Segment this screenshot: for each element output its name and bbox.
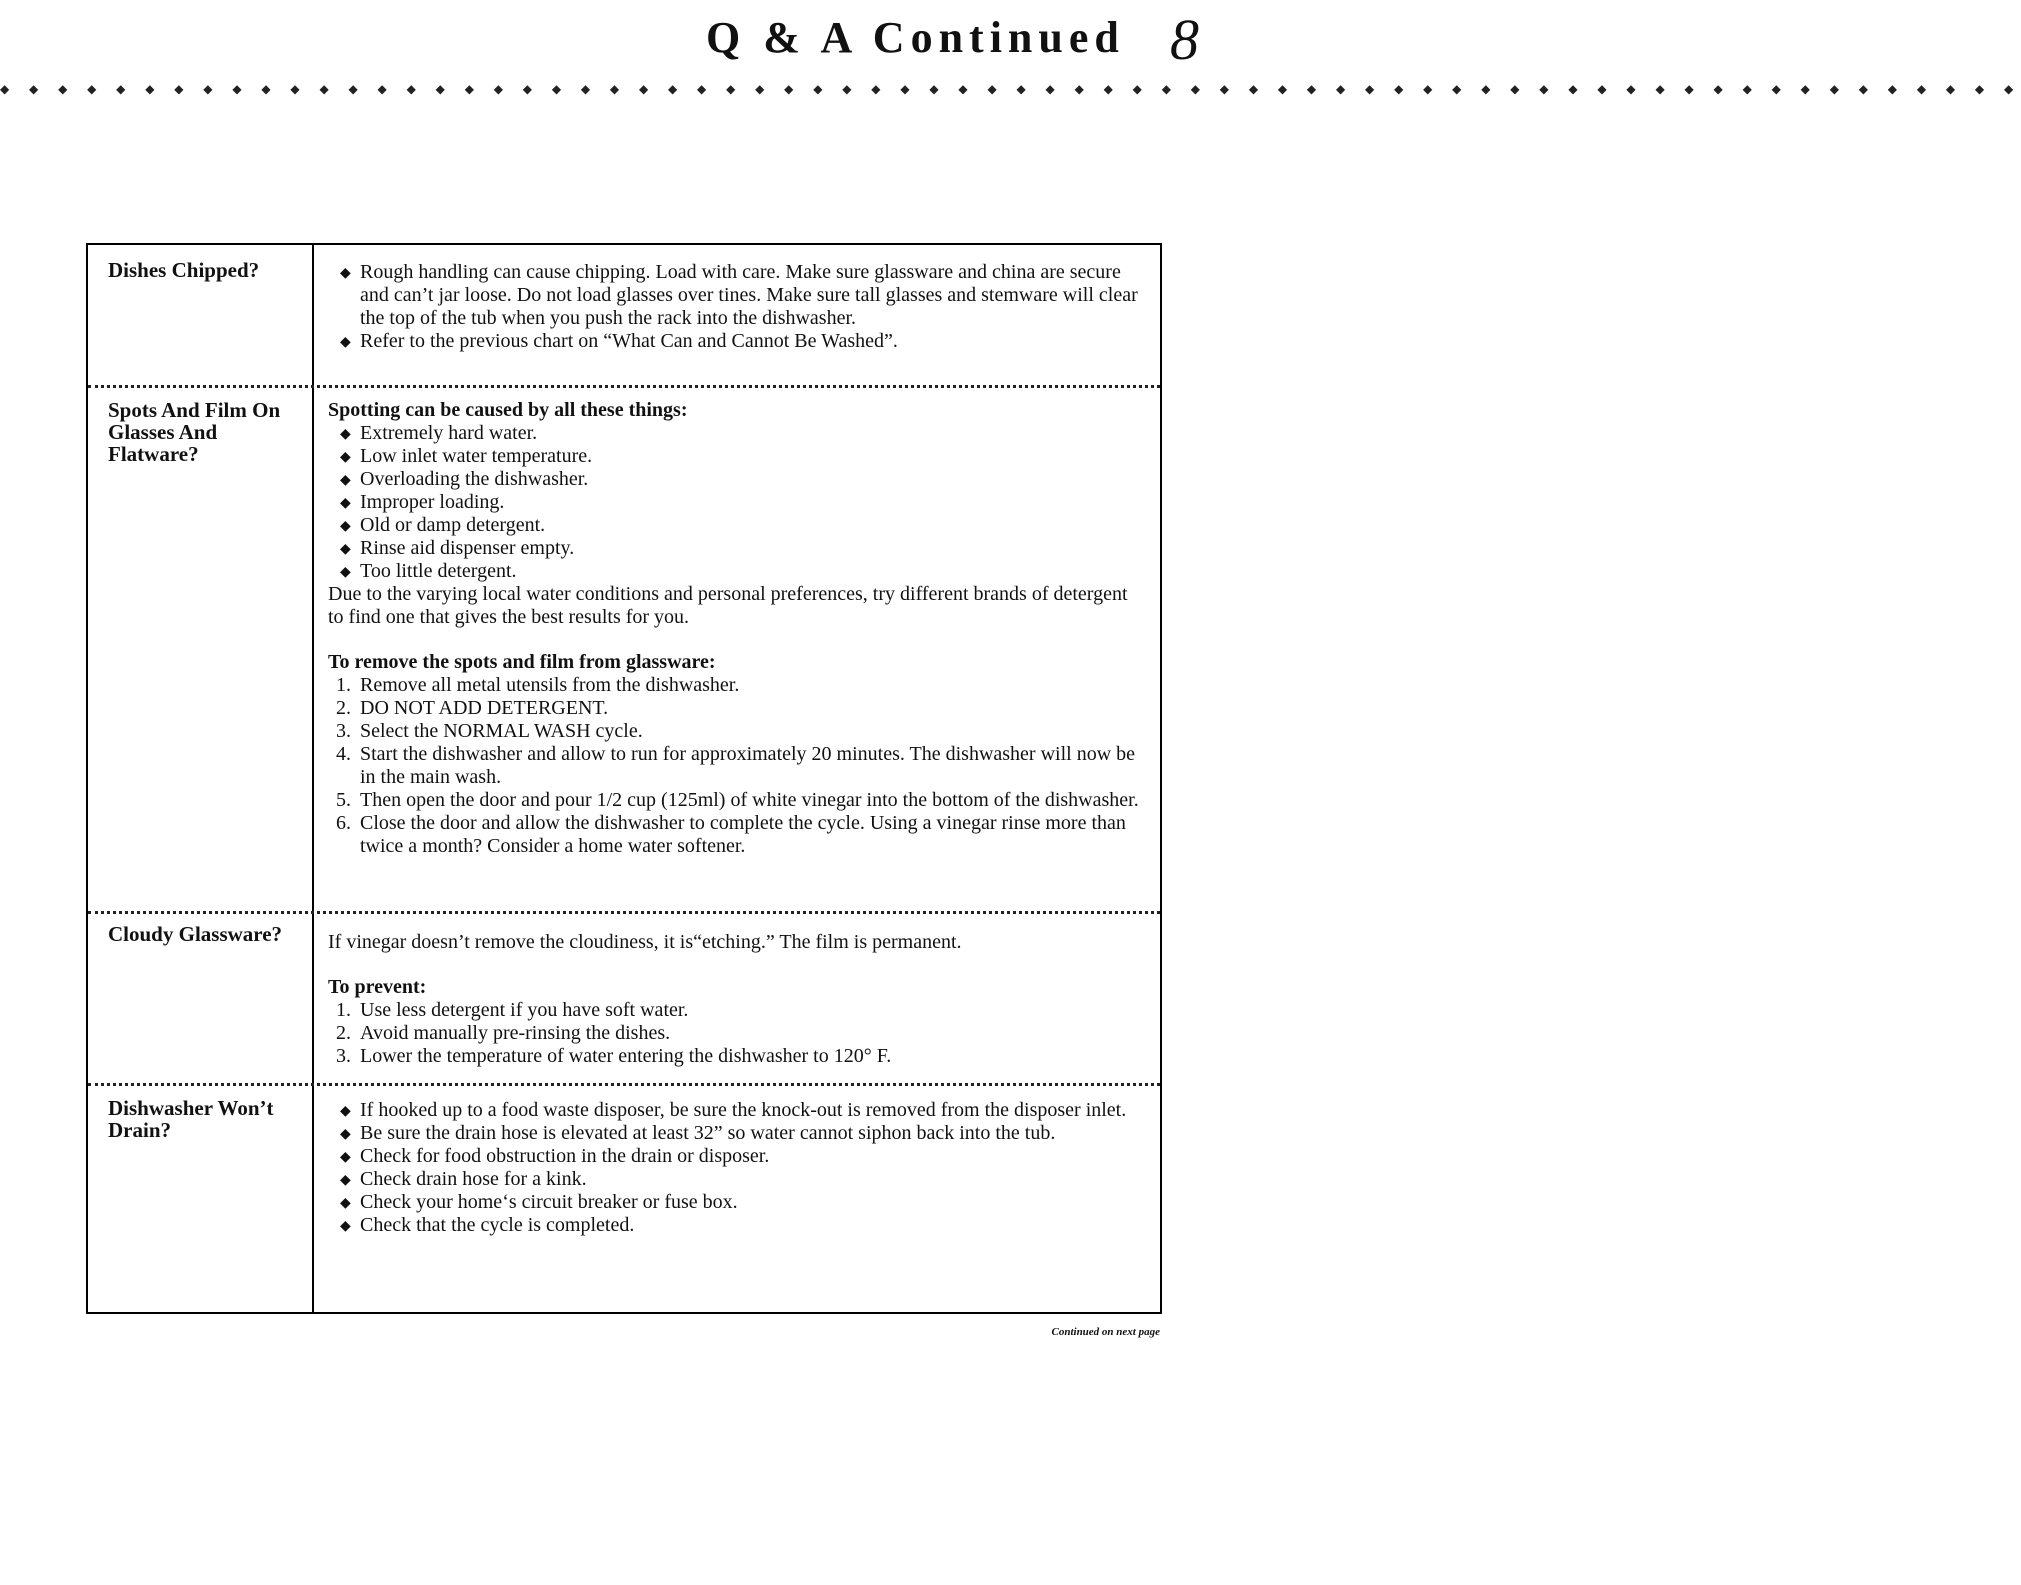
question-spots-and-film: Spots And Film On Glasses And Flatware?: [108, 398, 281, 466]
section-lead: To remove the spots and film from glassware:: [328, 651, 716, 673]
page-number: 8: [1170, 7, 1199, 72]
diamond-bullet-icon: ◆: [340, 1195, 351, 1211]
list-item: 1. Use less detergent if you have soft water.: [336, 999, 689, 1021]
list-item: 3. Select the NORMAL WASH cycle.: [336, 720, 643, 742]
header-title: Q & A Continued: [706, 13, 1125, 62]
answer-cloudy-glassware: [328, 931, 1148, 1068]
row-separator: [88, 385, 1160, 388]
column-divider: [312, 245, 314, 1312]
row-separator: [88, 911, 1160, 914]
answer-wont-drain: [328, 1099, 1148, 1237]
list-item: ◆ Check your home‘s circuit breaker or fuse box.: [340, 1191, 738, 1213]
answer-dishes-chipped: [328, 261, 1148, 353]
diamond-bullet-icon: ◆: [340, 1126, 351, 1142]
diamond-bullet-icon: ◆: [340, 449, 351, 465]
section-lead: To prevent:: [328, 976, 427, 998]
list-item: 2. DO NOT ADD DETERGENT.: [336, 697, 609, 719]
paragraph: If vinegar doesn’t remove the cloudiness, it is“etching.” The film is permanent.: [328, 931, 962, 953]
question-wont-drain: Dishwasher Won’t Drain?: [108, 1096, 274, 1142]
list-item: ◆ Rinse aid dispenser empty.: [340, 537, 575, 559]
row-separator: [88, 1083, 1160, 1086]
diamond-bullet-icon: ◆: [340, 265, 351, 281]
diamond-bullet-icon: ◆: [340, 426, 351, 442]
qa-table: [86, 243, 1162, 1314]
list-item: 2. Avoid manually pre-rinsing the dishes.: [336, 1022, 671, 1044]
diamond-bullet-icon: ◆: [340, 1149, 351, 1165]
answer-spots-and-film: [328, 399, 1148, 858]
list-item: 1. Remove all metal utensils from the dishwasher.: [336, 674, 740, 696]
list-item: ◆ Overloading the dishwasher.: [340, 468, 589, 490]
list-item: ◆ Check that the cycle is completed.: [340, 1214, 635, 1236]
diamond-bullet-icon: ◆: [340, 1218, 351, 1234]
list-item: ◆ Check for food obstruction in the drain or disposer.: [340, 1145, 770, 1167]
list-item: 6. Close the door and allow the dishwasher to complete the cycle. Using a vinegar rinse more than twice a month? Consider a home water softener.: [336, 812, 1126, 857]
diamond-rule: ◆ ◆ ◆ ◆ ◆ ◆ ◆ ◆ ◆ ◆ ◆ ◆ ◆ ◆ ◆ ◆ ◆ ◆ ◆ ◆ ◆ ◆ ◆ ◆ ◆ ◆ ◆ ◆ ◆ ◆ ◆ ◆ ◆ ◆ ◆ ◆ ◆ ◆ ◆ ◆ ◆ ◆ ◆ ◆ ◆ ◆ ◆ ◆ ◆ ◆ ◆ ◆ ◆ ◆ ◆ ◆ ◆ ◆ ◆ ◆ ◆ ◆ ◆ ◆ ◆ ◆ ◆ ◆ ◆ ◆: [0, 82, 2021, 96]
paragraph: Due to the varying local water conditions and personal preferences, try different brands of detergent to find one that gives the best results for you.: [328, 583, 1128, 628]
list-item: 4. Start the dishwasher and allow to run for approximately 20 minutes. The dishwasher will now be in the main wash.: [336, 743, 1136, 788]
continued-note: Continued on next page: [1051, 1326, 1160, 1338]
list-item: 5. Then open the door and pour 1/2 cup (125ml) of white vinegar into the bottom of the dishwasher.: [336, 789, 1139, 811]
diamond-bullet-icon: ◆: [340, 1103, 351, 1119]
list-item: 3. Lower the temperature of water entering the dishwasher to 120° F.: [336, 1045, 892, 1067]
diamond-bullet-icon: ◆: [340, 518, 351, 534]
diamond-bullet-icon: ◆: [340, 334, 351, 350]
list-item: ◆ If hooked up to a food waste disposer, be sure the knock-out is removed from the disposer inlet.: [340, 1099, 1127, 1121]
diamond-bullet-icon: ◆: [340, 541, 351, 557]
diamond-bullet-icon: ◆: [340, 472, 351, 488]
list-item: ◆ Too little detergent.: [340, 560, 517, 582]
list-item: ◆ Improper loading.: [340, 491, 505, 513]
diamond-bullet-icon: ◆: [340, 495, 351, 511]
list-item: ◆ Be sure the drain hose is elevated at least 32” so water cannot siphon back into the tub.: [340, 1122, 1056, 1144]
question-cloudy-glassware: Cloudy Glassware?: [108, 922, 283, 946]
list-item: ◆ Check drain hose for a kink.: [340, 1168, 587, 1190]
list-item: ◆ Low inlet water temperature.: [340, 445, 593, 467]
diamond-bullet-icon: ◆: [340, 1172, 351, 1188]
list-item: ◆ Old or damp detergent.: [340, 514, 546, 536]
section-lead: Spotting can be caused by all these things:: [328, 399, 688, 421]
question-dishes-chipped: Dishes Chipped?: [108, 258, 260, 282]
list-item: ◆ Refer to the previous chart on “What Can and Cannot Be Washed”.: [340, 330, 898, 352]
diamond-bullet-icon: ◆: [340, 564, 351, 580]
list-item: ◆ Extremely hard water.: [340, 422, 538, 444]
list-item: ◆ Rough handling can cause chipping. Load with care. Make sure glassware and china are secure and can’t jar loose. Do not load glasses over tines. Make sure tall glasses and stemware will clear the top of the tub when you push the rack into the dishwasher.: [340, 261, 1138, 329]
